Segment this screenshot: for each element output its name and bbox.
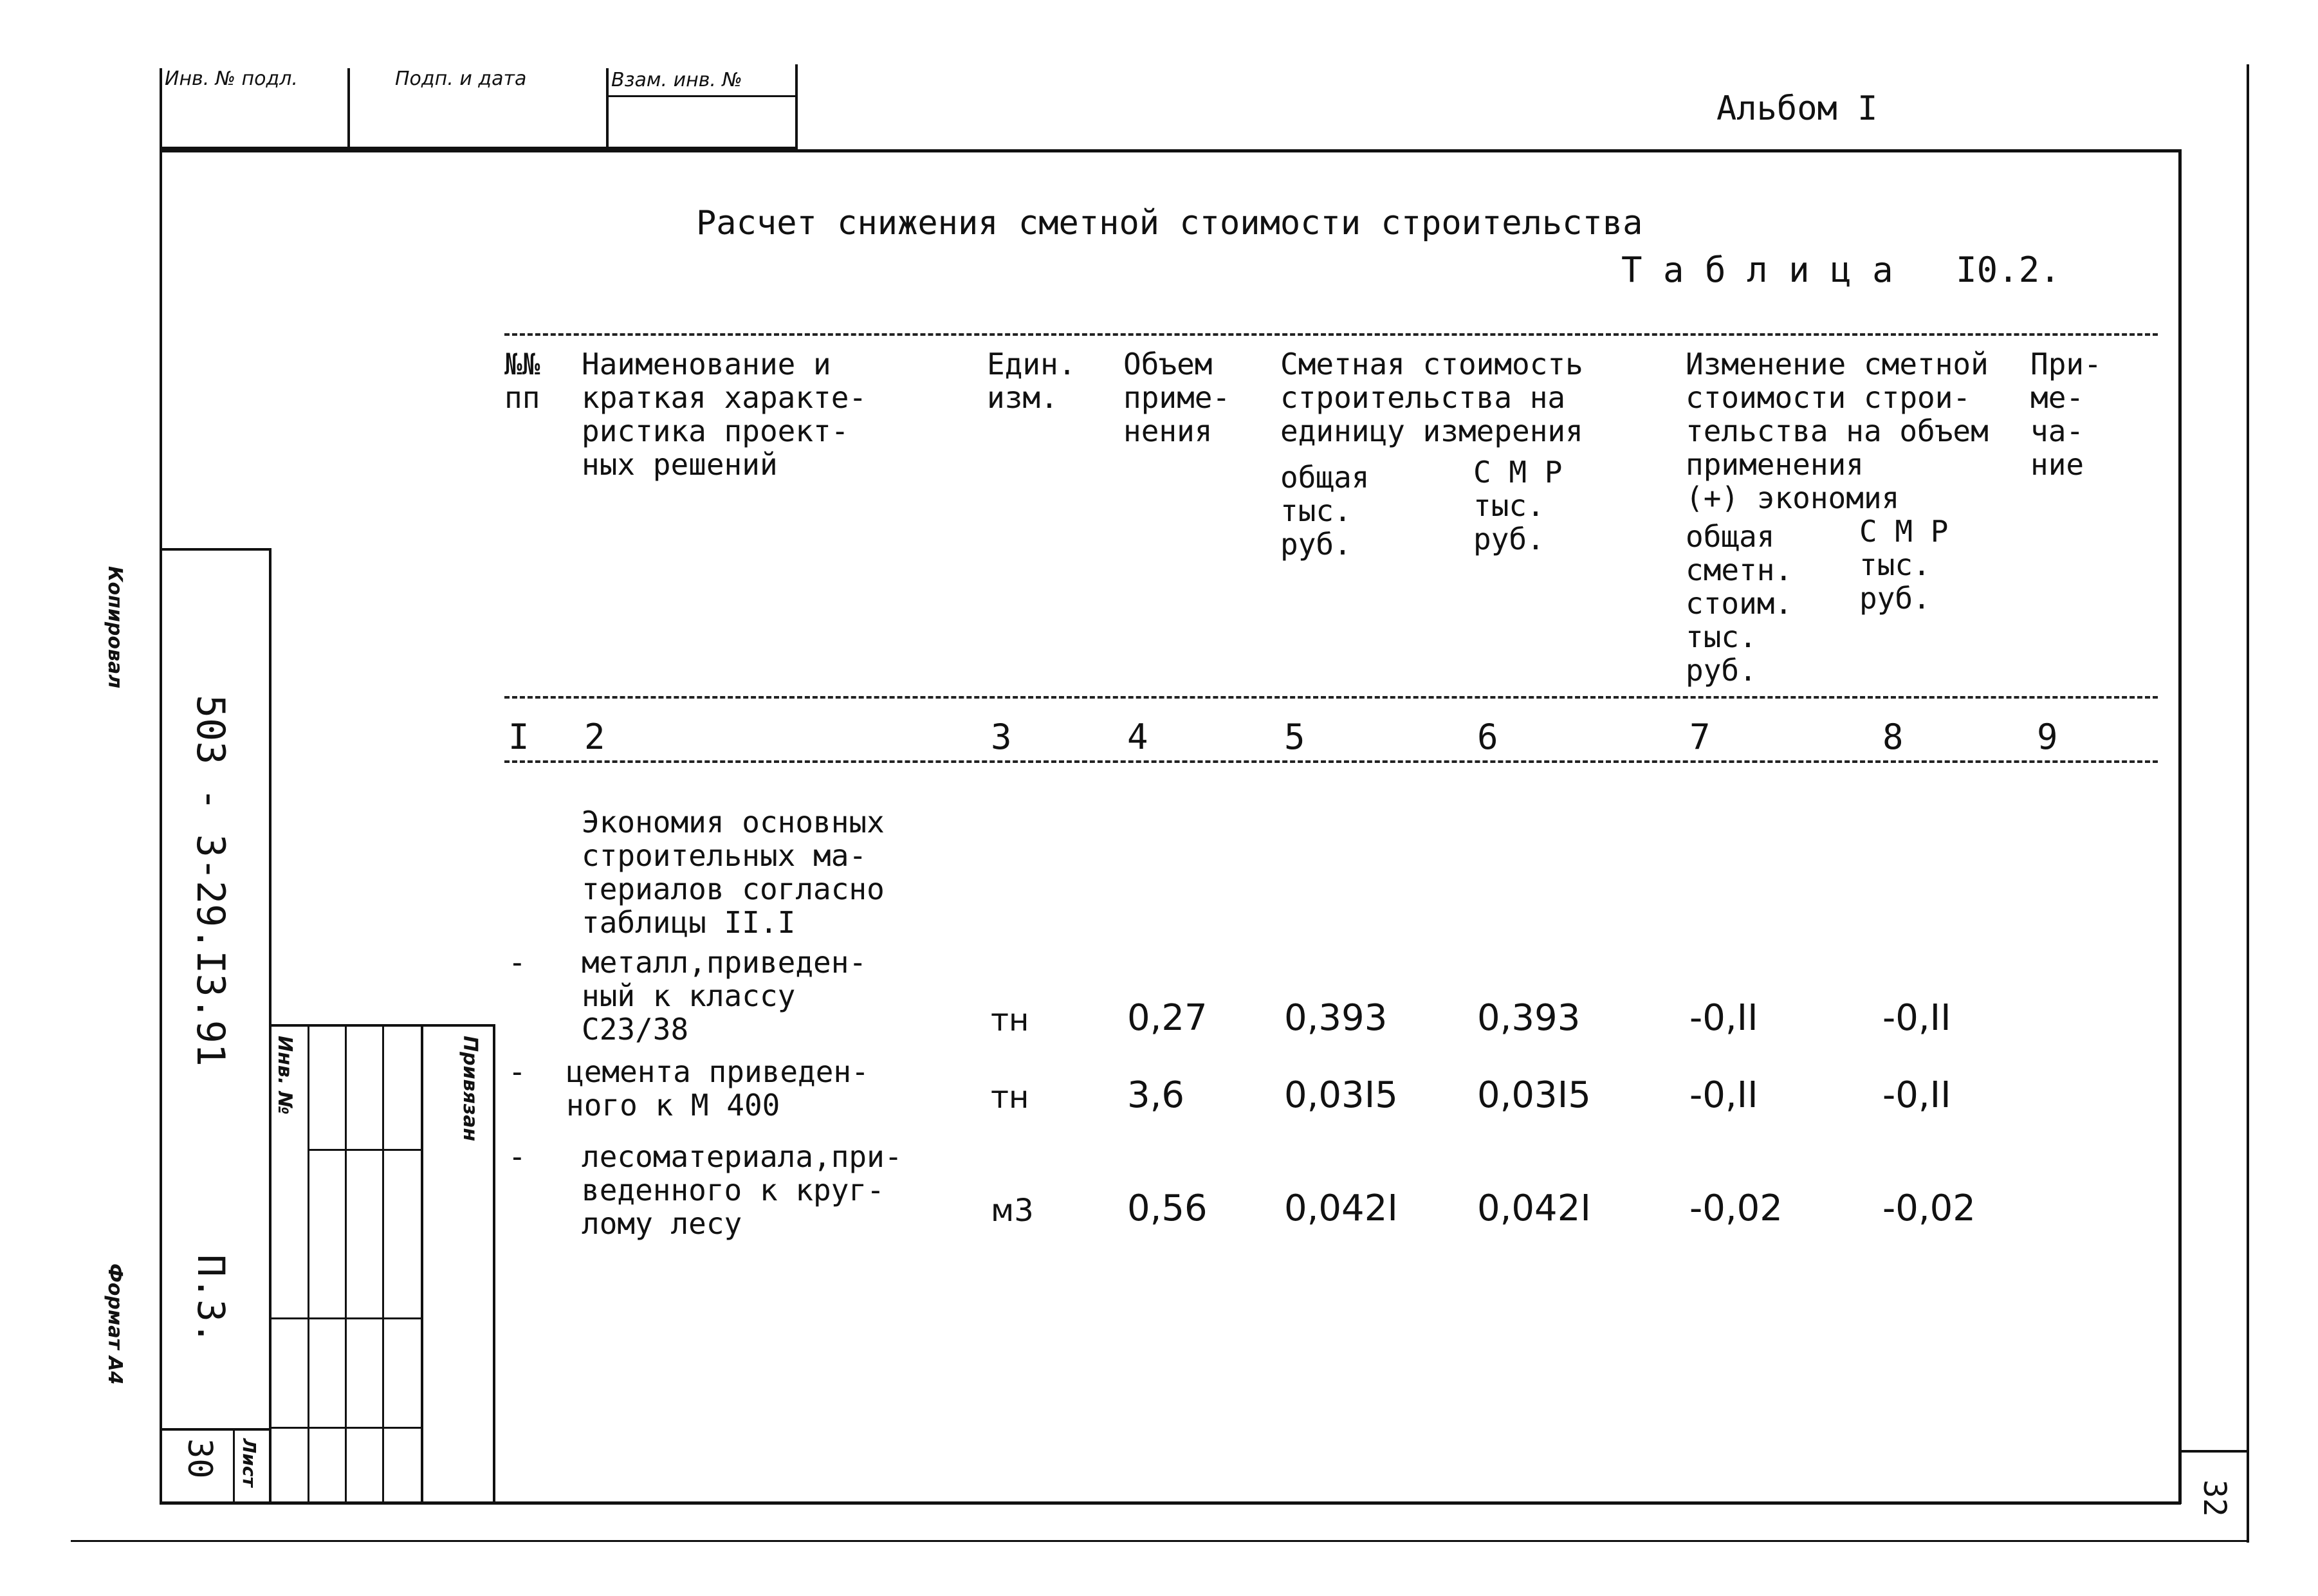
header-col4: Объем приме- нения [1123, 347, 1231, 448]
row-volume: 0,56 [1127, 1188, 1208, 1229]
doc-part: П.3. [189, 1254, 233, 1344]
row-change-total: -0,02 [1689, 1188, 1783, 1229]
row-cost-smr: 0,042I [1477, 1188, 1591, 1229]
colnum-3: 3 [991, 717, 1012, 757]
row-dash: - [508, 945, 526, 980]
header-col56-group: Сметная стоимость строительства на единицу измерения [1280, 347, 1583, 448]
privyazan-label: Привязан [459, 1036, 481, 1142]
row-volume: 3,6 [1127, 1074, 1185, 1116]
header-col6: С М Р тыс. руб. [1473, 455, 1563, 556]
row-change-smr: -0,02 [1882, 1188, 1976, 1229]
row-volume: 0,27 [1127, 997, 1208, 1039]
page-number: 32 [2196, 1480, 2232, 1517]
colnum-6: 6 [1477, 717, 1498, 757]
inv-no-label: Инв. № [273, 1036, 296, 1115]
header-col8: С М Р тыс. руб. [1859, 514, 1949, 616]
header-col9: При- ме- ча- ние [2030, 347, 2102, 482]
row-cost-total: 0,393 [1284, 997, 1388, 1039]
row-name: лесоматериала,при- веденного к круг- лому лесу [582, 1139, 903, 1241]
colnum-2: 2 [584, 717, 605, 757]
row-cost-total: 0,03I5 [1284, 1074, 1398, 1116]
doc-code: 503 - 3-29.I3.91 [188, 695, 233, 1067]
row-change-smr: -0,II [1882, 997, 1951, 1039]
kopiroval-label: Копировал [104, 566, 126, 689]
colnum-1: I [508, 717, 529, 757]
row-unit: м3 [991, 1193, 1034, 1229]
colnum-4: 4 [1127, 717, 1148, 757]
row-dash: - [508, 1139, 526, 1174]
format-label: Формат А4 [104, 1263, 126, 1385]
row-unit: тн [991, 1079, 1029, 1115]
row-name: металл,приведен- ный к классу С23/38 [582, 945, 867, 1047]
stamp-inv-podl: Инв. № подл. [165, 68, 298, 90]
page-title: Расчет снижения сметной стоимости строительства [696, 204, 1643, 243]
row-name: цемента приведен- ного к М 400 [566, 1054, 869, 1123]
header-col2: Наименование и краткая характе- ристика проект- ных решений [582, 347, 867, 482]
colnum-8: 8 [1882, 717, 1904, 757]
header-col7: общая сметн. стоим. тыс. руб. [1686, 519, 1793, 688]
row-cost-smr: 0,393 [1477, 997, 1581, 1039]
sheet-number: 30 [180, 1438, 219, 1479]
header-col78-group: Изменение сметной стоимости строи- тельства на объем применения (+) экономия [1686, 347, 1989, 515]
colnum-5: 5 [1284, 717, 1305, 757]
album-label: Альбом I [1716, 89, 1878, 128]
table-label: Т а б л и ц а I0.2. [1621, 250, 2061, 290]
colnum-9: 9 [2037, 717, 2058, 757]
row-cost-total: 0,042I [1284, 1188, 1398, 1229]
row-cost-smr: 0,03I5 [1477, 1074, 1591, 1116]
row-change-total: -0,II [1689, 997, 1758, 1039]
colnum-7: 7 [1689, 717, 1711, 757]
row-dash: - [508, 1054, 526, 1089]
stamp-vzam-inv: Взам. инв. № [611, 69, 742, 91]
stamp-podp-data: Подп. и дата [395, 68, 527, 90]
section-title: Экономия основных строительных ма- териалов согласно таблицы II.I [582, 805, 885, 940]
header-col1: №№ пп [504, 347, 540, 415]
header-col5: общая тыс. руб. [1280, 460, 1370, 562]
row-unit: тн [991, 1002, 1029, 1038]
header-col3: Един. изм. [987, 347, 1076, 415]
row-change-smr: -0,II [1882, 1074, 1951, 1116]
sheet-label: Лист [239, 1438, 260, 1487]
row-change-total: -0,II [1689, 1074, 1758, 1116]
